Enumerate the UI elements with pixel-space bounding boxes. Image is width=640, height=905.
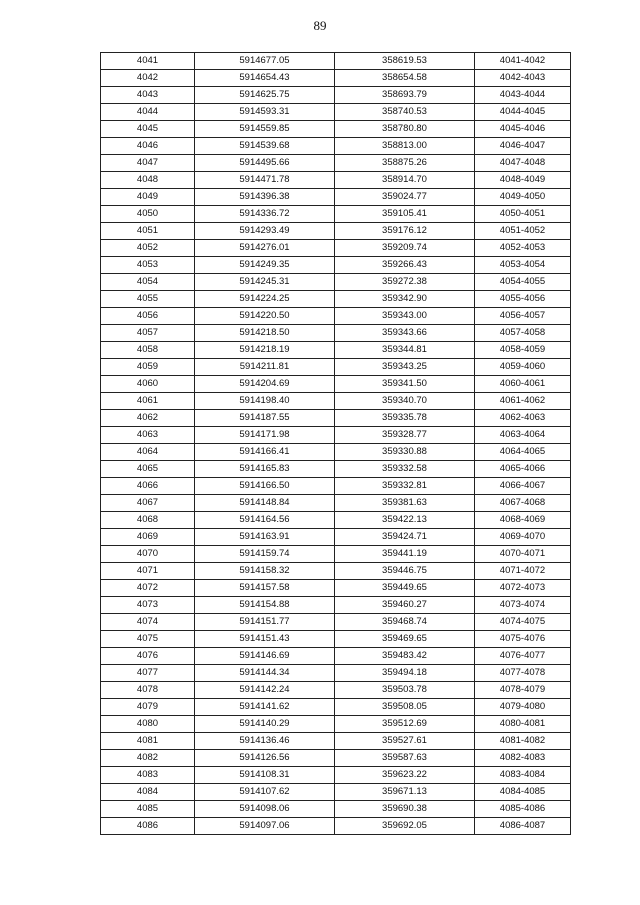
- y-coordinate-cell: 359272.38: [335, 274, 475, 291]
- y-coordinate-cell: 359446.75: [335, 563, 475, 580]
- y-coordinate-cell: 358875.26: [335, 155, 475, 172]
- x-coordinate-cell: 5914187.55: [195, 410, 335, 427]
- point-number-cell: 4070: [101, 546, 195, 563]
- x-coordinate-cell: 5914165.83: [195, 461, 335, 478]
- table-row: [101, 172, 571, 189]
- segment-cell: 4079-4080: [475, 699, 571, 716]
- x-coordinate-cell: 5914142.24: [195, 682, 335, 699]
- segment-cell: 4074-4075: [475, 614, 571, 631]
- y-coordinate-cell: 359483.42: [335, 648, 475, 665]
- point-number-cell: 4054: [101, 274, 195, 291]
- y-coordinate-cell: 359692.05: [335, 818, 475, 835]
- y-coordinate-cell: 359343.00: [335, 308, 475, 325]
- x-coordinate-cell: 5914625.75: [195, 87, 335, 104]
- table-row: [101, 427, 571, 444]
- table-row: [101, 580, 571, 597]
- y-coordinate-cell: 359512.69: [335, 716, 475, 733]
- y-coordinate-cell: 359508.05: [335, 699, 475, 716]
- segment-cell: 4062-4063: [475, 410, 571, 427]
- point-number-cell: 4047: [101, 155, 195, 172]
- y-coordinate-cell: 359468.74: [335, 614, 475, 631]
- x-coordinate-cell: 5914158.32: [195, 563, 335, 580]
- point-number-cell: 4053: [101, 257, 195, 274]
- x-coordinate-cell: 5914171.98: [195, 427, 335, 444]
- segment-cell: 4069-4070: [475, 529, 571, 546]
- y-coordinate-cell: 358813.00: [335, 138, 475, 155]
- segment-cell: 4085-4086: [475, 801, 571, 818]
- x-coordinate-cell: 5914293.49: [195, 223, 335, 240]
- point-number-cell: 4086: [101, 818, 195, 835]
- table-row: [101, 104, 571, 121]
- x-coordinate-cell: 5914136.46: [195, 733, 335, 750]
- x-coordinate-cell: 5914198.40: [195, 393, 335, 410]
- x-coordinate-cell: 5914157.58: [195, 580, 335, 597]
- y-coordinate-cell: 359449.65: [335, 580, 475, 597]
- x-coordinate-cell: 5914164.56: [195, 512, 335, 529]
- segment-cell: 4083-4084: [475, 767, 571, 784]
- x-coordinate-cell: 5914204.69: [195, 376, 335, 393]
- point-number-cell: 4055: [101, 291, 195, 308]
- point-number-cell: 4043: [101, 87, 195, 104]
- segment-cell: 4063-4064: [475, 427, 571, 444]
- table-row: [101, 53, 571, 70]
- x-coordinate-cell: 5914654.43: [195, 70, 335, 87]
- segment-cell: 4073-4074: [475, 597, 571, 614]
- table-row: [101, 308, 571, 325]
- table-row: [101, 818, 571, 835]
- point-number-cell: 4048: [101, 172, 195, 189]
- point-number-cell: 4071: [101, 563, 195, 580]
- point-number-cell: 4050: [101, 206, 195, 223]
- table-row: [101, 478, 571, 495]
- table-row: [101, 410, 571, 427]
- segment-cell: 4070-4071: [475, 546, 571, 563]
- y-coordinate-cell: 359343.66: [335, 325, 475, 342]
- table-row: [101, 614, 571, 631]
- page-number: 89: [313, 18, 327, 33]
- table-row: [101, 376, 571, 393]
- segment-cell: 4064-4065: [475, 444, 571, 461]
- x-coordinate-cell: 5914495.66: [195, 155, 335, 172]
- x-coordinate-cell: 5914141.62: [195, 699, 335, 716]
- y-coordinate-cell: 359330.88: [335, 444, 475, 461]
- x-coordinate-cell: 5914224.25: [195, 291, 335, 308]
- y-coordinate-cell: 359469.65: [335, 631, 475, 648]
- table-row: [101, 274, 571, 291]
- segment-cell: 4067-4068: [475, 495, 571, 512]
- table-row: [101, 138, 571, 155]
- segment-cell: 4056-4057: [475, 308, 571, 325]
- y-coordinate-cell: 359441.19: [335, 546, 475, 563]
- x-coordinate-cell: 5914140.29: [195, 716, 335, 733]
- point-number-cell: 4072: [101, 580, 195, 597]
- segment-cell: 4059-4060: [475, 359, 571, 376]
- table-row: [101, 495, 571, 512]
- segment-cell: 4060-4061: [475, 376, 571, 393]
- x-coordinate-cell: 5914166.41: [195, 444, 335, 461]
- x-coordinate-cell: 5914539.68: [195, 138, 335, 155]
- table-row: [101, 546, 571, 563]
- point-number-cell: 4063: [101, 427, 195, 444]
- x-coordinate-cell: 5914159.74: [195, 546, 335, 563]
- y-coordinate-cell: 359024.77: [335, 189, 475, 206]
- y-coordinate-cell: 359494.18: [335, 665, 475, 682]
- segment-cell: 4066-4067: [475, 478, 571, 495]
- x-coordinate-cell: 5914108.31: [195, 767, 335, 784]
- point-number-cell: 4085: [101, 801, 195, 818]
- segment-cell: 4068-4069: [475, 512, 571, 529]
- x-coordinate-cell: 5914245.31: [195, 274, 335, 291]
- segment-cell: 4057-4058: [475, 325, 571, 342]
- segment-cell: 4042-4043: [475, 70, 571, 87]
- table-row: [101, 189, 571, 206]
- segment-cell: 4053-4054: [475, 257, 571, 274]
- point-number-cell: 4058: [101, 342, 195, 359]
- y-coordinate-cell: 359266.43: [335, 257, 475, 274]
- table-row: [101, 563, 571, 580]
- y-coordinate-cell: 359342.90: [335, 291, 475, 308]
- y-coordinate-cell: 358693.79: [335, 87, 475, 104]
- x-coordinate-cell: 5914471.78: [195, 172, 335, 189]
- segment-cell: 4044-4045: [475, 104, 571, 121]
- point-number-cell: 4051: [101, 223, 195, 240]
- x-coordinate-cell: 5914593.31: [195, 104, 335, 121]
- x-coordinate-cell: 5914336.72: [195, 206, 335, 223]
- segment-cell: 4086-4087: [475, 818, 571, 835]
- point-number-cell: 4076: [101, 648, 195, 665]
- x-coordinate-cell: 5914559.85: [195, 121, 335, 138]
- point-number-cell: 4079: [101, 699, 195, 716]
- x-coordinate-cell: 5914211.81: [195, 359, 335, 376]
- table-row: [101, 359, 571, 376]
- segment-cell: 4045-4046: [475, 121, 571, 138]
- segment-cell: 4081-4082: [475, 733, 571, 750]
- segment-cell: 4048-4049: [475, 172, 571, 189]
- point-number-cell: 4042: [101, 70, 195, 87]
- x-coordinate-cell: 5914107.62: [195, 784, 335, 801]
- segment-cell: 4072-4073: [475, 580, 571, 597]
- y-coordinate-cell: 358740.53: [335, 104, 475, 121]
- y-coordinate-cell: 359341.50: [335, 376, 475, 393]
- table-row: [101, 291, 571, 308]
- x-coordinate-cell: 5914249.35: [195, 257, 335, 274]
- x-coordinate-cell: 5914146.69: [195, 648, 335, 665]
- table-row: [101, 665, 571, 682]
- segment-cell: 4049-4050: [475, 189, 571, 206]
- point-number-cell: 4062: [101, 410, 195, 427]
- segment-cell: 4071-4072: [475, 563, 571, 580]
- point-number-cell: 4080: [101, 716, 195, 733]
- segment-cell: 4041-4042: [475, 53, 571, 70]
- point-number-cell: 4044: [101, 104, 195, 121]
- y-coordinate-cell: 358914.70: [335, 172, 475, 189]
- x-coordinate-cell: 5914151.43: [195, 631, 335, 648]
- x-coordinate-cell: 5914166.50: [195, 478, 335, 495]
- table-row: [101, 750, 571, 767]
- x-coordinate-cell: 5914276.01: [195, 240, 335, 257]
- y-coordinate-cell: 359335.78: [335, 410, 475, 427]
- table-row: [101, 631, 571, 648]
- segment-cell: 4046-4047: [475, 138, 571, 155]
- y-coordinate-cell: 359328.77: [335, 427, 475, 444]
- point-number-cell: 4066: [101, 478, 195, 495]
- point-number-cell: 4073: [101, 597, 195, 614]
- table-row: [101, 733, 571, 750]
- x-coordinate-cell: 5914218.50: [195, 325, 335, 342]
- point-number-cell: 4068: [101, 512, 195, 529]
- x-coordinate-cell: 5914097.06: [195, 818, 335, 835]
- coordinates-table: [100, 52, 571, 835]
- y-coordinate-cell: 359332.58: [335, 461, 475, 478]
- y-coordinate-cell: 359343.25: [335, 359, 475, 376]
- segment-cell: 4054-4055: [475, 274, 571, 291]
- table-row: [101, 461, 571, 478]
- y-coordinate-cell: 358619.53: [335, 53, 475, 70]
- point-number-cell: 4081: [101, 733, 195, 750]
- y-coordinate-cell: 359623.22: [335, 767, 475, 784]
- point-number-cell: 4074: [101, 614, 195, 631]
- segment-cell: 4065-4066: [475, 461, 571, 478]
- x-coordinate-cell: 5914144.34: [195, 665, 335, 682]
- y-coordinate-cell: 359503.78: [335, 682, 475, 699]
- point-number-cell: 4049: [101, 189, 195, 206]
- table-row: [101, 699, 571, 716]
- y-coordinate-cell: 359381.63: [335, 495, 475, 512]
- point-number-cell: 4046: [101, 138, 195, 155]
- point-number-cell: 4052: [101, 240, 195, 257]
- table-row: [101, 240, 571, 257]
- table-row: [101, 206, 571, 223]
- y-coordinate-cell: 358654.58: [335, 70, 475, 87]
- segment-cell: 4058-4059: [475, 342, 571, 359]
- x-coordinate-cell: 5914148.84: [195, 495, 335, 512]
- table-row: [101, 801, 571, 818]
- point-number-cell: 4056: [101, 308, 195, 325]
- x-coordinate-cell: 5914126.56: [195, 750, 335, 767]
- point-number-cell: 4065: [101, 461, 195, 478]
- y-coordinate-cell: 359176.12: [335, 223, 475, 240]
- y-coordinate-cell: 359344.81: [335, 342, 475, 359]
- x-coordinate-cell: 5914154.88: [195, 597, 335, 614]
- y-coordinate-cell: 359332.81: [335, 478, 475, 495]
- segment-cell: 4055-4056: [475, 291, 571, 308]
- y-coordinate-cell: 359424.71: [335, 529, 475, 546]
- point-number-cell: 4075: [101, 631, 195, 648]
- segment-cell: 4080-4081: [475, 716, 571, 733]
- table-row: [101, 121, 571, 138]
- y-coordinate-cell: 359105.41: [335, 206, 475, 223]
- point-number-cell: 4078: [101, 682, 195, 699]
- segment-cell: 4082-4083: [475, 750, 571, 767]
- point-number-cell: 4060: [101, 376, 195, 393]
- x-coordinate-cell: 5914098.06: [195, 801, 335, 818]
- x-coordinate-cell: 5914396.38: [195, 189, 335, 206]
- point-number-cell: 4064: [101, 444, 195, 461]
- point-number-cell: 4069: [101, 529, 195, 546]
- y-coordinate-cell: 359587.63: [335, 750, 475, 767]
- x-coordinate-cell: 5914163.91: [195, 529, 335, 546]
- table-row: [101, 70, 571, 87]
- point-number-cell: 4077: [101, 665, 195, 682]
- y-coordinate-cell: 358780.80: [335, 121, 475, 138]
- y-coordinate-cell: 359460.27: [335, 597, 475, 614]
- x-coordinate-cell: 5914151.77: [195, 614, 335, 631]
- y-coordinate-cell: 359527.61: [335, 733, 475, 750]
- table-row: [101, 342, 571, 359]
- point-number-cell: 4082: [101, 750, 195, 767]
- segment-cell: 4084-4085: [475, 784, 571, 801]
- table-row: [101, 767, 571, 784]
- y-coordinate-cell: 359690.38: [335, 801, 475, 818]
- y-coordinate-cell: 359340.70: [335, 393, 475, 410]
- point-number-cell: 4057: [101, 325, 195, 342]
- segment-cell: 4078-4079: [475, 682, 571, 699]
- table-row: [101, 597, 571, 614]
- segment-cell: 4077-4078: [475, 665, 571, 682]
- table-row: [101, 155, 571, 172]
- table-row: [101, 223, 571, 240]
- x-coordinate-cell: 5914677.05: [195, 53, 335, 70]
- segment-cell: 4076-4077: [475, 648, 571, 665]
- segment-cell: 4047-4048: [475, 155, 571, 172]
- y-coordinate-cell: 359422.13: [335, 512, 475, 529]
- x-coordinate-cell: 5914220.50: [195, 308, 335, 325]
- table-row: [101, 393, 571, 410]
- table-row: [101, 444, 571, 461]
- table-row: [101, 648, 571, 665]
- segment-cell: 4075-4076: [475, 631, 571, 648]
- point-number-cell: 4067: [101, 495, 195, 512]
- table-row: [101, 87, 571, 104]
- segment-cell: 4061-4062: [475, 393, 571, 410]
- table-row: [101, 682, 571, 699]
- table-row: [101, 325, 571, 342]
- point-number-cell: 4041: [101, 53, 195, 70]
- point-number-cell: 4084: [101, 784, 195, 801]
- point-number-cell: 4059: [101, 359, 195, 376]
- segment-cell: 4050-4051: [475, 206, 571, 223]
- y-coordinate-cell: 359671.13: [335, 784, 475, 801]
- table-row: [101, 716, 571, 733]
- segment-cell: 4052-4053: [475, 240, 571, 257]
- table-row: [101, 257, 571, 274]
- segment-cell: 4051-4052: [475, 223, 571, 240]
- point-number-cell: 4083: [101, 767, 195, 784]
- segment-cell: 4043-4044: [475, 87, 571, 104]
- point-number-cell: 4061: [101, 393, 195, 410]
- y-coordinate-cell: 359209.74: [335, 240, 475, 257]
- x-coordinate-cell: 5914218.19: [195, 342, 335, 359]
- table-row: [101, 784, 571, 801]
- table-row: [101, 512, 571, 529]
- point-number-cell: 4045: [101, 121, 195, 138]
- table-row: [101, 529, 571, 546]
